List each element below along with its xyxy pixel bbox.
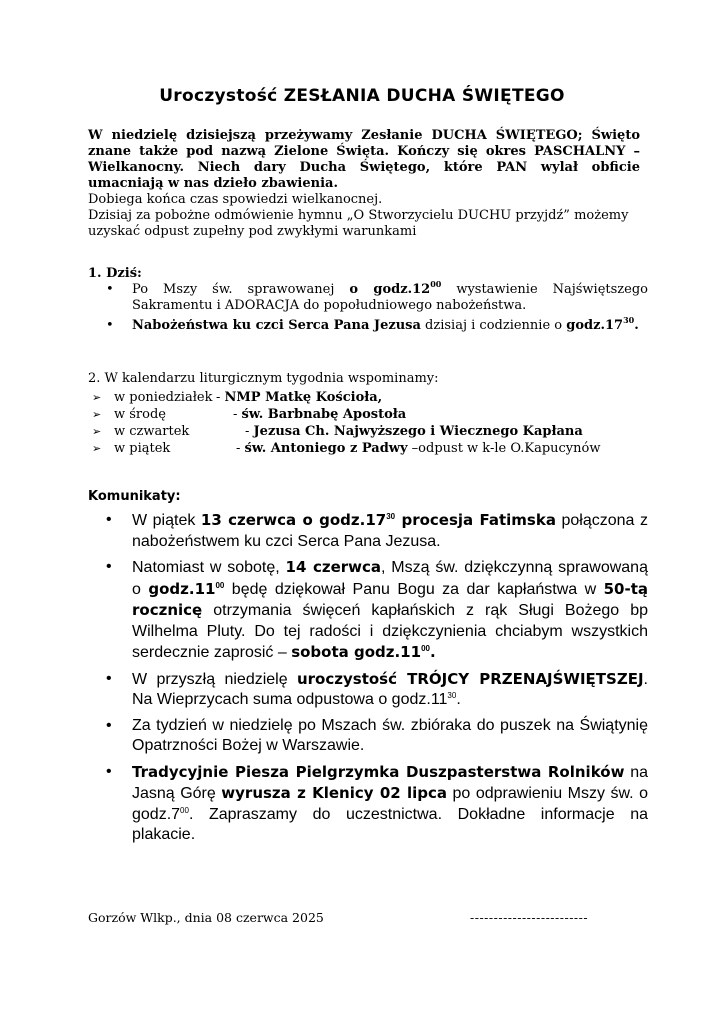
announcement-text: . <box>456 691 461 708</box>
announcement-text: . Zapraszamy do uczestnictwa. Dokładne informacje na plakacie. <box>132 805 648 843</box>
announcement-text: W piątek <box>132 512 201 529</box>
intro-confession-line: Dobiega końca czas spowiedzi wielkanocnej. <box>88 192 383 207</box>
announcement-text: otrzymania święceń kapłańskich z rąk Sługi Bożego bp Wilhelma Pluty. Do tej radości i dziękczynienia chciabym wszystkich serdecznie zaprosić – <box>132 602 648 661</box>
arrow-bullet-icon: ➢ <box>92 441 102 455</box>
today-heading: 1. Dziś: <box>88 266 142 281</box>
item-text: dzisiaj i codziennie o <box>420 318 567 333</box>
place-date: Gorzów Wlkp., dnia 08 czerwca 2025 <box>88 910 324 925</box>
today-list <box>88 279 648 334</box>
document-title: Uroczystość ZESŁANIA DUCHA ŚWIĘTEGO <box>159 86 565 106</box>
calendar-sep: - <box>236 440 245 456</box>
calendar-item <box>88 407 648 424</box>
announcement-date: wyrusza z Klenicy 02 lipca <box>221 784 448 802</box>
calendar-saint: Jezusa Ch. Najwyższego i Wiecznego Kapłana <box>253 423 583 439</box>
calendar-saint: św. Barbnabę Apostoła <box>241 406 407 422</box>
calendar-day: w piątek <box>114 440 171 456</box>
announcement-anniversary: 50-tą rocznicę <box>132 579 649 619</box>
announcement-time-minutes: 00 <box>180 805 189 815</box>
announcement-item <box>88 669 648 711</box>
intro-indulgence-line: Dzisiaj za pobożne odmówienie hymnu „O Stworzycielu DUCHU przyjdź” możemy uzyskać odpust zupełny pod zwykłymi warunkami <box>88 208 629 239</box>
calendar-section <box>88 371 648 458</box>
announcement-text: będę dziękował Panu Bogu za dar kapłaństwa w <box>224 580 604 598</box>
announcements-heading: Komunikaty: <box>88 489 181 504</box>
calendar-item <box>88 424 648 441</box>
arrow-bullet-icon: ➢ <box>92 407 102 421</box>
calendar-heading: 2. W kalendarzu liturgicznym tygodnia wspominamy: <box>88 371 439 386</box>
calendar-day: w poniedziałek <box>114 389 213 405</box>
announcement-text: . <box>429 643 436 661</box>
calendar-day: w czwartek <box>114 423 190 439</box>
calendar-entry <box>245 424 583 441</box>
announcement-text: Za tydzień w niedzielę po Mszach św. zbióraka do puszek na Świątynię Opatrzności Bożej w Warszawie. <box>132 716 648 754</box>
announcement-item <box>88 762 648 846</box>
calendar-item <box>88 390 648 407</box>
intro-section <box>88 128 640 240</box>
announcement-text: . Na Wieprzycach suma odpustowa o godz.11 <box>132 670 648 708</box>
announcement-text: na Jasną Górę <box>132 763 648 802</box>
calendar-entry <box>236 441 600 458</box>
announcement-time-minutes: 30 <box>447 691 457 700</box>
announcement-date: 14 czerwca <box>285 558 382 576</box>
arrow-bullet-icon: ➢ <box>92 390 102 404</box>
calendar-entry <box>233 407 406 424</box>
item-text: Po Mszy św. sprawowanej <box>132 282 350 297</box>
calendar-entry <box>216 390 382 407</box>
item-text: wystawienie Najświętszego Sakramentu i ADORACJA do popołudniowego nabożeństwa. <box>132 282 648 313</box>
signature-line: ------------------------- <box>470 910 589 925</box>
list-item <box>88 315 648 334</box>
calendar-sep: - <box>216 389 225 405</box>
announcement-text: W przyszłą niedzielę <box>132 670 297 688</box>
announcement-feast: uroczystość TRÓJCY PRZENAJŚWIĘTSZEJ <box>296 669 644 688</box>
today-section <box>88 266 648 338</box>
item-text: . <box>634 318 639 333</box>
calendar-day: w środę <box>114 406 166 422</box>
announcement-text: Natomiast w sobotę, <box>132 559 286 576</box>
announcement-date: 13 czerwca o godz.17 <box>200 511 387 529</box>
announcement-time-minutes: 30 <box>386 512 396 521</box>
calendar-sep: - <box>245 423 254 439</box>
calendar-sep: - <box>233 406 242 422</box>
item-time: godz.17 <box>566 318 624 333</box>
calendar-item <box>88 441 648 458</box>
announcement-text: , Mszą św. dziękczynną sprawowaną o <box>132 559 648 598</box>
arrow-bullet-icon: ➢ <box>92 424 102 438</box>
announcement-time-minutes: 00 <box>421 644 430 653</box>
announcement-item <box>88 510 648 552</box>
announcement-text: połączona z nabożeństwem ku czci Serca Pana Jezusa. <box>132 512 648 550</box>
announcement-time: sobota godz.11 <box>291 643 422 661</box>
calendar-saint: NMP Matkę Kościoła, <box>224 389 383 405</box>
announcement-item <box>88 716 648 757</box>
calendar-saint: św. Antoniego z Padwy <box>244 440 408 456</box>
calendar-note: –odpust w k-le O.Kapucynów <box>407 440 601 456</box>
announcement-text: po odprawieniu Mszy św. o godz.7 <box>132 785 648 823</box>
announcement-event: Tradycyjnie Piesza Pielgrzymka Duszpasterstwa Rolników <box>132 762 625 781</box>
list-item <box>88 279 648 314</box>
announcement-time-minutes: 00 <box>215 580 225 590</box>
announcements-list <box>88 510 648 846</box>
announcements-section <box>88 489 648 851</box>
announcement-time: godz.11 <box>148 579 216 598</box>
item-time: o godz.12 <box>349 282 431 297</box>
calendar-list <box>88 390 648 458</box>
item-time-minutes: 00 <box>430 279 442 289</box>
intro-bold-paragraph: W niedzielę dzisiejszą przeżywamy Zesłanie DUCHA ŚWIĘTEGO; Święto znane także pod nazwą Zielone Święta. Kończy się okres PASCHALNY – Wielkanocny. Niech dary Ducha Świętego, które PAN wylał obficie umacniają w nas dzieło zbawienia. <box>88 128 640 191</box>
item-time-minutes: 30 <box>623 315 635 325</box>
announcement-event: procesja Fatimska <box>395 511 556 529</box>
item-title: Nabożeństwa ku czci Serca Pana Jezusa <box>132 318 421 333</box>
announcement-item <box>88 557 648 664</box>
